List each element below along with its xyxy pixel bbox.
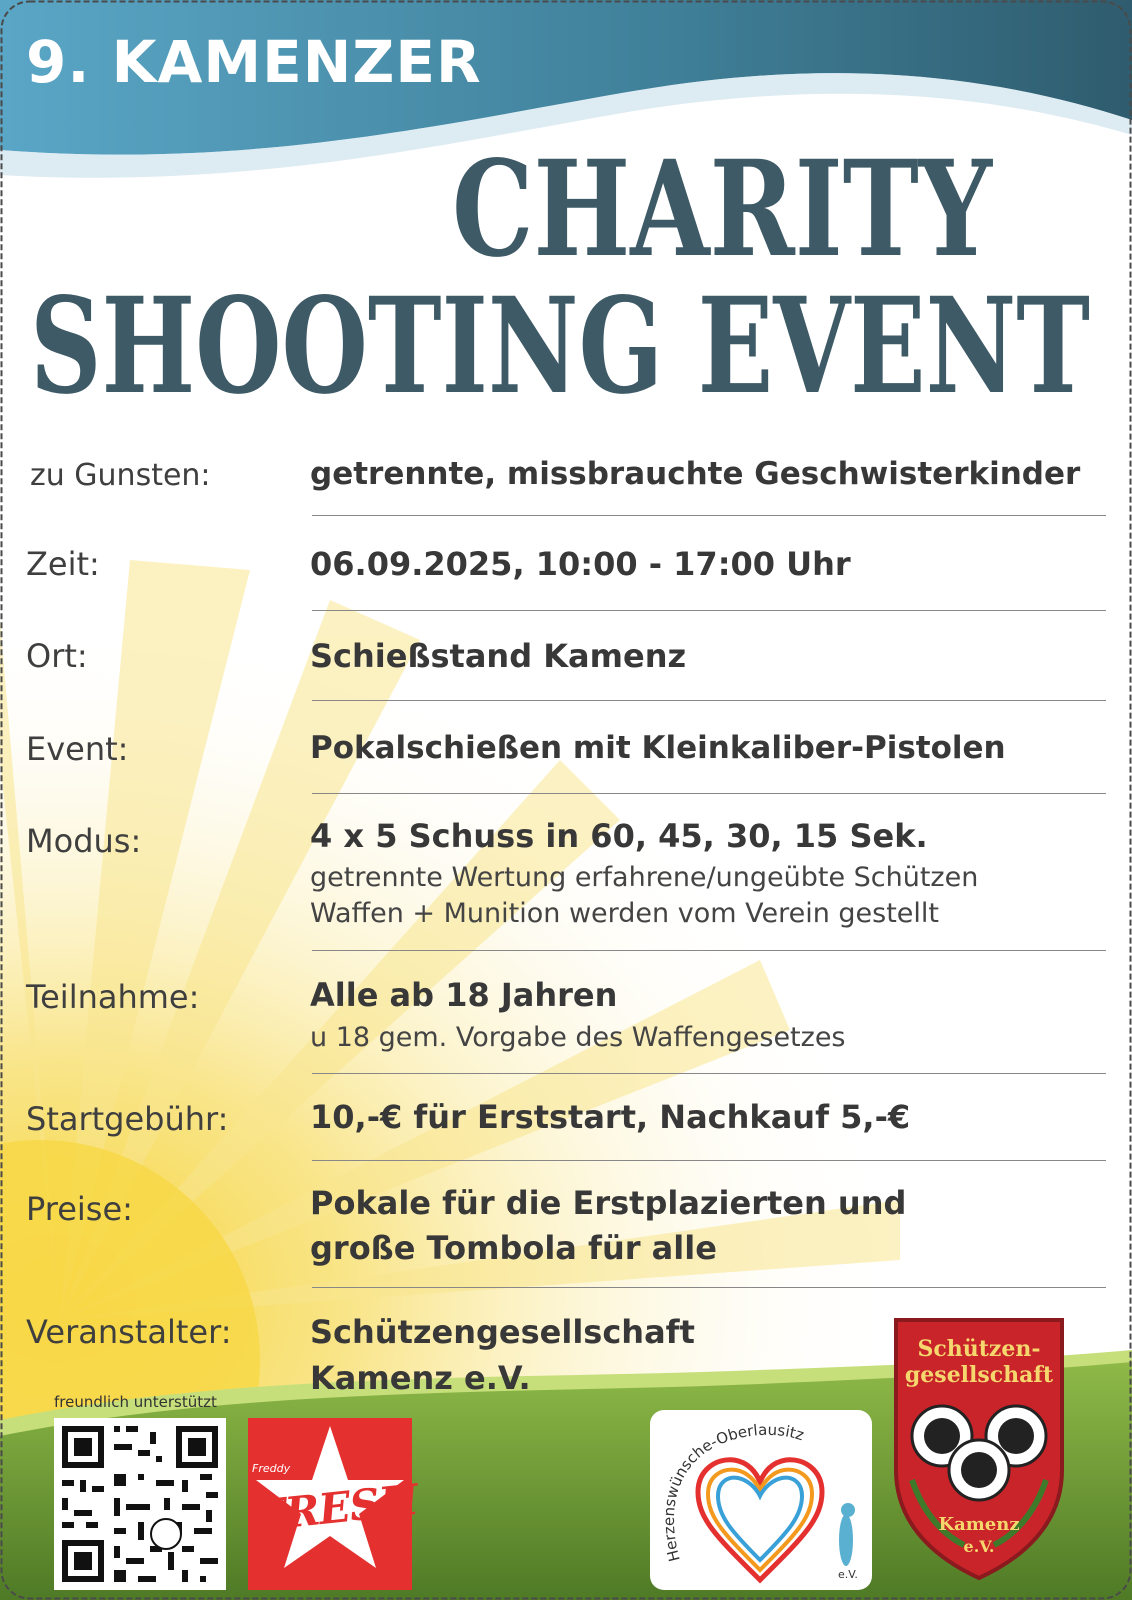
value-organizer-line-2: Kamenz e.V. (310, 1359, 531, 1397)
badge-line-3: Kamenz (938, 1514, 1020, 1535)
value-location: Schießstand Kamenz (310, 637, 687, 675)
pizza-brand: FRESH (253, 1474, 420, 1541)
badge-line-2: gesellschaft (904, 1362, 1054, 1388)
pizza-brand-small: Freddy (252, 1462, 291, 1475)
divider (312, 1160, 1106, 1161)
mode-note-1: getrennte Wertung erfahrene/ungeübte Schützen (310, 862, 979, 893)
fresh-pizza-logo[interactable] (248, 1418, 420, 1590)
label-time: Zeit: (26, 545, 100, 583)
value-organizer-line-1: Schützengesellschaft (310, 1313, 695, 1351)
label-mode: Modus: (26, 822, 142, 860)
value-time: 06.09.2025, 10:00 - 17:00 Uhr (310, 545, 851, 583)
qr-code[interactable] (54, 1418, 226, 1590)
divider (312, 610, 1106, 611)
badge-line-4: e.V. (963, 1537, 995, 1556)
divider (312, 1287, 1106, 1288)
pizza-sub: PIZZA (306, 1552, 354, 1568)
divider (312, 700, 1106, 701)
sponsors-caption: freundlich unterstützt (54, 1393, 217, 1411)
value-prizes-line-2: große Tombola für alle (310, 1229, 717, 1267)
participation-note: u 18 gem. Vorgabe des Waffengesetzes (310, 1022, 846, 1053)
herzenswuensche-logo[interactable] (650, 1410, 872, 1590)
divider (312, 515, 1106, 516)
label-prizes: Preise: (26, 1190, 133, 1228)
club-shield-icon (884, 1300, 1074, 1584)
divider (312, 950, 1106, 951)
label-participation: Teilnahme: (26, 978, 200, 1016)
divider (312, 793, 1106, 794)
badge-line-1: Schützen- (917, 1336, 1041, 1362)
value-beneficiary: getrennte, missbrauchte Geschwisterkinder (310, 456, 1081, 492)
value-prizes-line-1: Pokale für die Erstplazierten und (310, 1184, 907, 1222)
heart-icon (650, 1410, 872, 1590)
charity-suffix: e.V. (838, 1568, 858, 1581)
edition-label: 9. KAMENZER (26, 28, 482, 96)
qr-center-icon (151, 1519, 181, 1549)
club-badge[interactable] (884, 1300, 1074, 1584)
label-beneficiary: zu Gunsten: (30, 458, 211, 493)
label-location: Ort: (26, 637, 88, 675)
divider (312, 1073, 1106, 1074)
title-line-2: SHOOTING EVENT (30, 269, 1090, 424)
mode-note-2: Waffen + Munition werden vom Verein gestellt (310, 898, 940, 929)
label-organizer: Veranstalter: (26, 1313, 232, 1351)
value-fee: 10,-€ für Erststart, Nachkauf 5,-€ (310, 1098, 911, 1136)
title-line-1: CHARITY (452, 132, 994, 287)
label-event: Event: (26, 730, 129, 768)
charity-arc-text: Herzenswünsche-Oberlausitz (659, 1420, 807, 1564)
label-fee: Startgebühr: (26, 1100, 229, 1138)
value-event: Pokalschießen mit Kleinkaliber-Pistolen (310, 730, 1006, 766)
value-mode: 4 x 5 Schuss in 60, 45, 30, 15 Sek. (310, 817, 928, 855)
value-participation: Alle ab 18 Jahren (310, 976, 618, 1014)
